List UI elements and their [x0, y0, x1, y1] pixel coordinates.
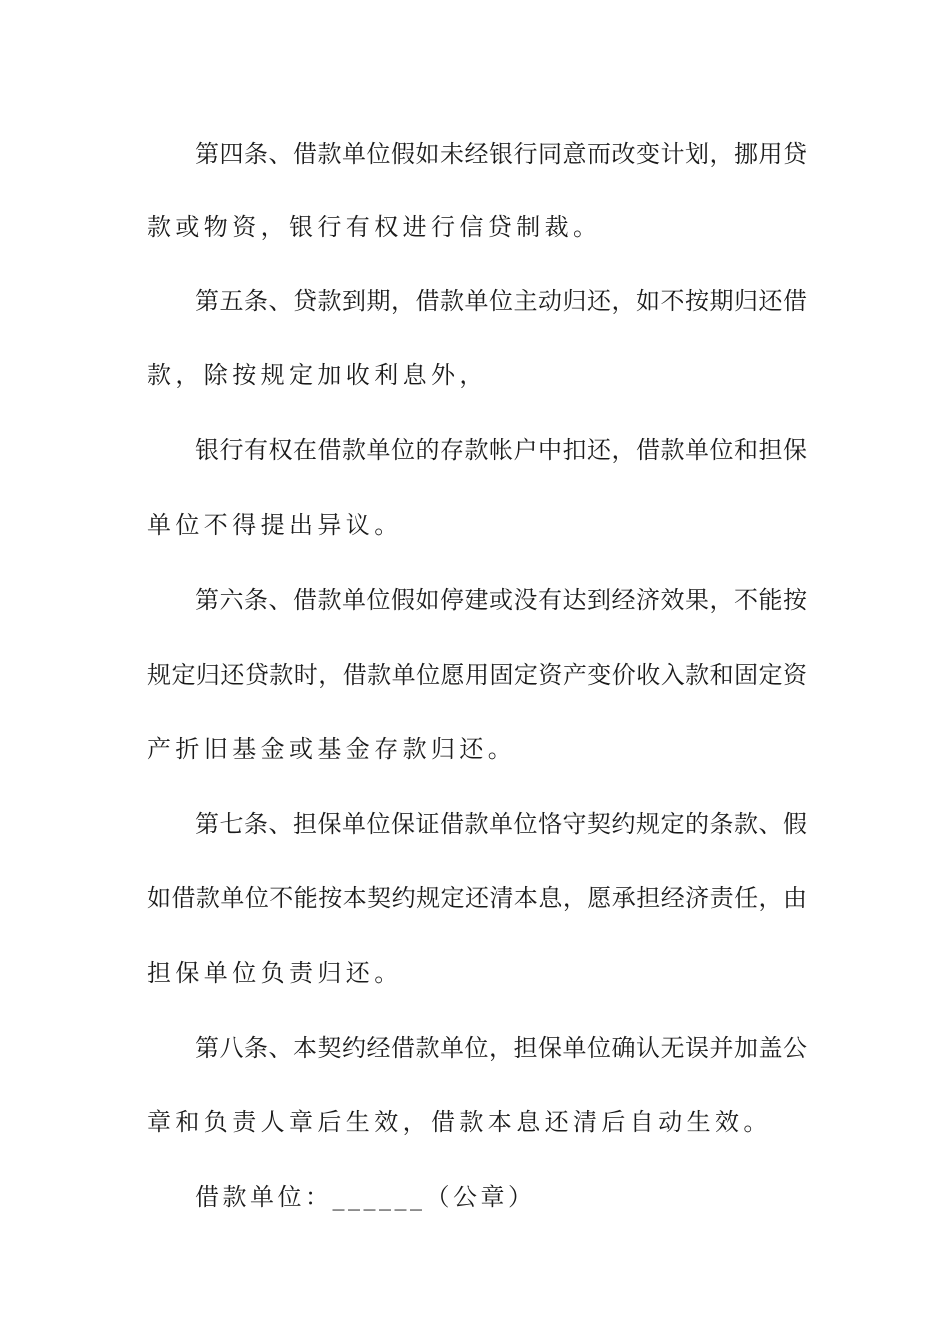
article-4-line-1: 第四条、借款单位假如未经银行同意而改变计划，挪用贷: [195, 140, 807, 168]
article-7-line-1: 第七条、担保单位保证借款单位恪守契约规定的条款、假: [195, 810, 807, 838]
article-4-line-2: 款或物资，银行有权进行信贷制裁。: [147, 213, 602, 241]
article-5-line-1: 第五条、贷款到期，借款单位主动归还，如不按期归还借: [195, 287, 807, 315]
article-8-line-1: 第八条、本契约经借款单位，担保单位确认无误并加盖公: [195, 1034, 807, 1062]
article-5-line-2: 款，除按规定加收利息外，: [147, 361, 488, 389]
article-5-line-4: 单位不得提出异议。: [147, 511, 403, 539]
article-7-line-3: 担保单位负责归还。: [147, 959, 403, 987]
article-6-line-3: 产折旧基金或基金存款归还。: [147, 735, 517, 763]
article-7-line-2: 如借款单位不能按本契约规定还清本息，愿承担经济责任，由: [147, 884, 807, 912]
article-6-line-2: 规定归还贷款时，借款单位愿用固定资产变价收入款和固定资: [147, 661, 807, 689]
article-8-line-2: 章和负责人章后生效，借款本息还清后自动生效。: [147, 1108, 772, 1136]
borrower-signature-line: 借款单位：______（公章）: [195, 1183, 536, 1211]
article-5-line-3: 银行有权在借款单位的存款帐户中扣还，借款单位和担保: [195, 436, 807, 464]
article-6-line-1: 第六条、借款单位假如停建或没有达到经济效果，不能按: [195, 586, 807, 614]
